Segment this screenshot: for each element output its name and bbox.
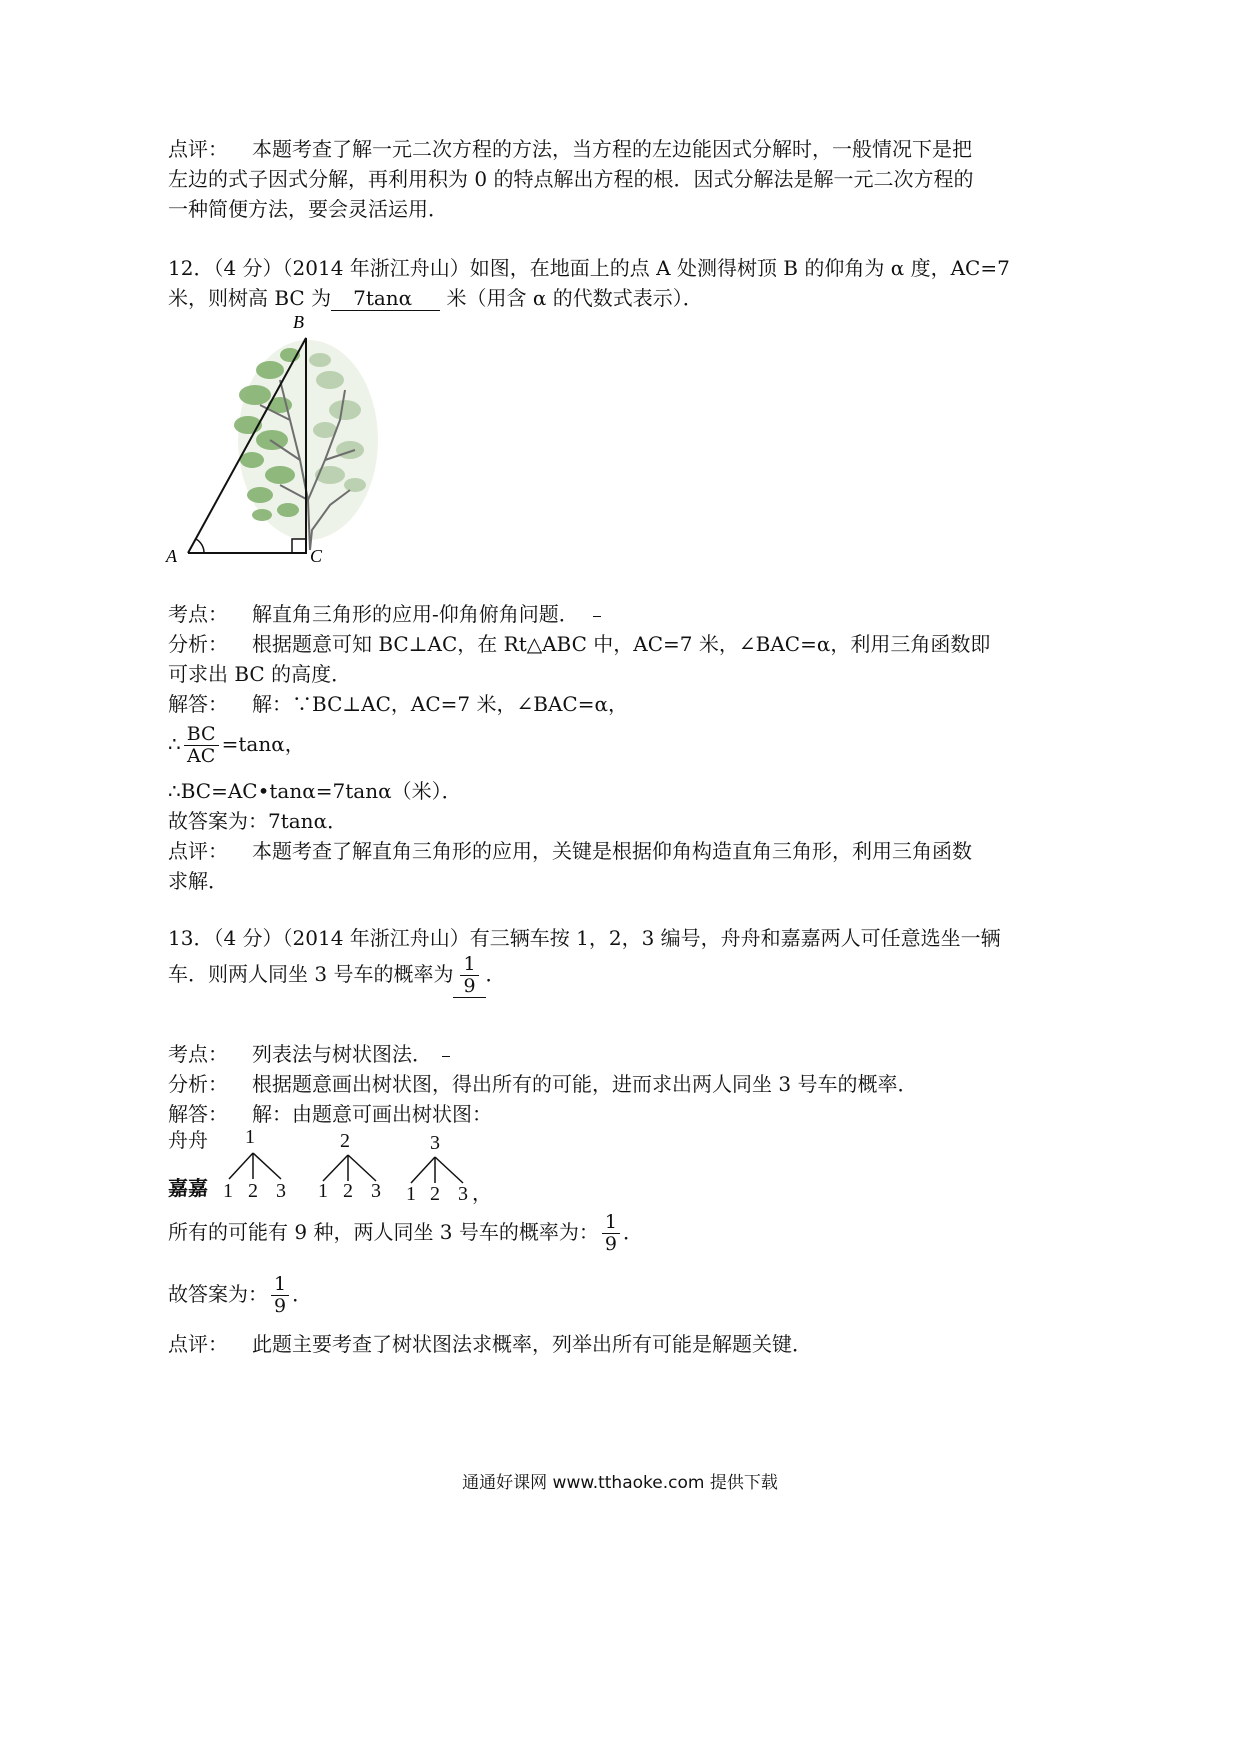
q12-question-line1: 12．（4 分）（2014 年浙江舟山）如图，在地面上的点 A 处测得树顶 B 的仰角为 α 度，AC=7 [168, 256, 1010, 280]
q13-result-fraction: $\frac{1}{9}$ [602, 1212, 620, 1255]
q12-question-line2: 米，则树高 BC 为 7tanα 米（用含 α 的代数式表示）． [168, 286, 703, 310]
q11-comment-line3: 一种简便方法，要会灵活运用． [168, 197, 448, 221]
tree-diagram [215, 1125, 505, 1205]
q12-triangle-figure [160, 310, 380, 580]
q12-kaodian: 考点： 解直角三角形的应用-仰角俯角问题． [168, 598, 601, 630]
tree-leaf: 1 [223, 1180, 233, 1202]
right-angle-mark [292, 539, 306, 553]
tree-leaf: 2 [430, 1183, 440, 1205]
tree-leaf: 3 [276, 1180, 286, 1202]
q12-step2: ∴BC=AC•tanα=7tanα（米）． [168, 779, 462, 803]
q13-result-line: 所有的可能有 9 种，两人同坐 3 号车的概率为： $\frac{1}{9}$ ． [168, 1211, 643, 1255]
q13-question-line1: 13．（4 分）（2014 年浙江舟山）有三辆车按 1，2，3 编号，舟舟和嘉嘉两人可任意选坐一辆 [168, 926, 1001, 950]
tree-row1-label: 舟舟 [168, 1128, 208, 1152]
tree-leaf: 1 [406, 1183, 416, 1205]
tree-root-1: 1 [245, 1126, 255, 1148]
q13-answer-fraction: $\frac{1}{9}$ [460, 954, 478, 997]
tree-leaf: 1 [318, 1180, 328, 1202]
q13-jieda: 解答： 解：由题意可画出树状图： [168, 1102, 492, 1126]
comment-label: 点评： [168, 137, 228, 161]
tree-leaf: 3 [371, 1180, 381, 1202]
q13-final-fraction: $\frac{1}{9}$ [271, 1274, 289, 1317]
tree-root-2: 2 [340, 1130, 350, 1152]
q12-jieda-line1: 解答： 解：∵BC⊥AC，AC=7 米，∠BAC=α， [168, 692, 628, 716]
q11-comment-line2: 左边的式子因式分解，再利用积为 0 的特点解出方程的根．因式分解法是解一元二次方程的 [168, 167, 974, 191]
q12-final-answer: 故答案为：7tanα． [168, 809, 348, 833]
q12-pingping-line2: 求解． [168, 869, 228, 893]
q13-fenxi: 分析： 根据题意画出树状图，得出所有的可能，进而求出两人同坐 3 号车的概率． [168, 1072, 918, 1096]
page-footer: 通通好课网 www.tthaoke.com 提供下载 [462, 1473, 778, 1493]
tree-leaf: 3 [458, 1183, 468, 1205]
q13-question-line2: 车．则两人同坐 3 号车的概率为 $\frac{1}{9}$ ． [168, 953, 506, 997]
q12-fenxi-line1: 分析： 根据题意可知 BC⊥AC，在 Rt△ABC 中，AC=7 米，∠BAC=α，利用三角函数即 [168, 632, 991, 656]
label-a: A [166, 546, 177, 566]
q12-answer-blank: 7tanα [331, 286, 440, 311]
q13-pingping: 点评： 此题主要考查了树状图法求概率，列举出所有可能是解题关键． [168, 1332, 812, 1356]
q12-fenxi-line2: 可求出 BC 的高度． [168, 662, 352, 686]
tree-trailing-comma: ， [472, 1183, 492, 1205]
q13-final-line: 故答案为： $\frac{1}{9}$ ． [168, 1273, 313, 1317]
q13-answer-blank [453, 954, 485, 998]
q12-pingping-line1: 点评： 本题考查了解直角三角形的应用，关键是根据仰角构造直角三角形，利用三角函数 [168, 839, 972, 863]
q11-comment-line1: 点评： 本题考查了解一元二次方程的方法，当方程的左边能因式分解时，一般情况下是把 [168, 133, 972, 165]
angle-alpha-arc [196, 539, 204, 553]
tree-leaf: 2 [343, 1180, 353, 1202]
tree-leaf: 2 [248, 1180, 258, 1202]
q12-fraction-step: ∴ $\frac{BC}{AC}$ =tanα， [168, 723, 305, 767]
tree-row2-label: 嘉嘉 [168, 1176, 208, 1200]
q13-kaodian: 考点： 列表法与树状图法． [168, 1038, 450, 1070]
label-b: B [293, 312, 304, 332]
label-c: C [310, 546, 323, 566]
tree-root-3: 3 [430, 1132, 440, 1154]
fraction-bc-ac: $\frac{BC}{AC}$ [184, 724, 219, 767]
